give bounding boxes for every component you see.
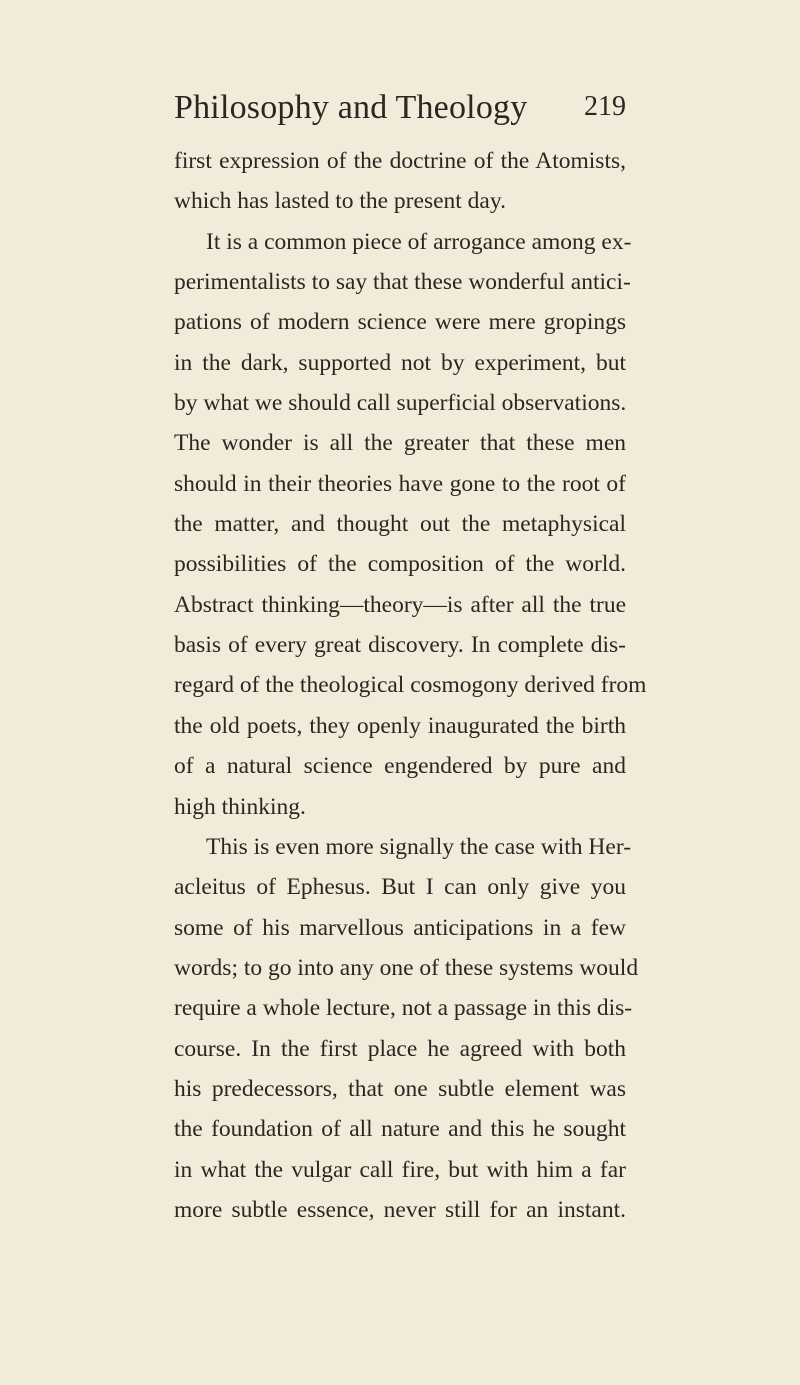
text-line: basis of every great discovery. In complete dis-: [174, 632, 626, 659]
paragraph-arrogance: [174, 222, 647, 827]
text-line: It is a common piece of arrogance among ex-: [206, 228, 632, 255]
running-title: Philosophy and Theology: [174, 89, 528, 126]
page-number: 219: [584, 91, 626, 122]
running-head: [174, 86, 626, 136]
text-line: acleitus of Ephesus. But I can only give you: [174, 874, 626, 901]
body-text: [174, 141, 647, 1230]
text-line: the foundation of all nature and this he sought: [174, 1116, 626, 1143]
text-line: course. In the first place he agreed with both: [174, 1035, 626, 1062]
text-line: regard of the theological cosmogony derived from: [174, 672, 647, 699]
text-line: Abstract thinking—theory—is after all the true: [174, 591, 626, 618]
text-line: should in their theories have gone to the root of: [174, 470, 626, 497]
text-line: high thinking.: [174, 793, 306, 820]
text-line: of a natural science engendered by pure and: [174, 753, 626, 780]
text-line: The wonder is all the greater that these men: [174, 430, 626, 457]
text-line: perimentalists to say that these wonderful antici-: [174, 269, 631, 296]
paragraph-continuation: [174, 141, 626, 222]
text-line: the old poets, they openly inaugurated the birth: [174, 712, 626, 739]
text-line: which has lasted to the present day.: [174, 188, 506, 215]
text-line: words; to go into any one of these systems would: [174, 954, 639, 981]
text-line: This is even more signally the case with Her-: [206, 833, 632, 860]
text-line: his predecessors, that one subtle element was: [174, 1075, 626, 1102]
text-line: pations of modern science were mere gropings: [174, 309, 626, 336]
text-line: first expression of the doctrine of the Atomists,: [174, 148, 626, 174]
text-line: in what the vulgar call fire, but with him a far: [174, 1156, 626, 1183]
text-line: require a whole lecture, not a passage in this dis-: [174, 995, 633, 1022]
text-line: by what we should call superficial observations.: [174, 390, 627, 417]
text-line: in the dark, supported not by experiment, but: [174, 349, 626, 376]
text-line: more subtle essence, never still for an instant.: [174, 1196, 626, 1223]
paragraph-heracleitus: [174, 827, 639, 1230]
text-line: possibilities of the composition of the world.: [174, 551, 626, 578]
text-line: some of his marvellous anticipations in a few: [174, 914, 626, 941]
text-line: the matter, and thought out the metaphysical: [174, 511, 626, 538]
